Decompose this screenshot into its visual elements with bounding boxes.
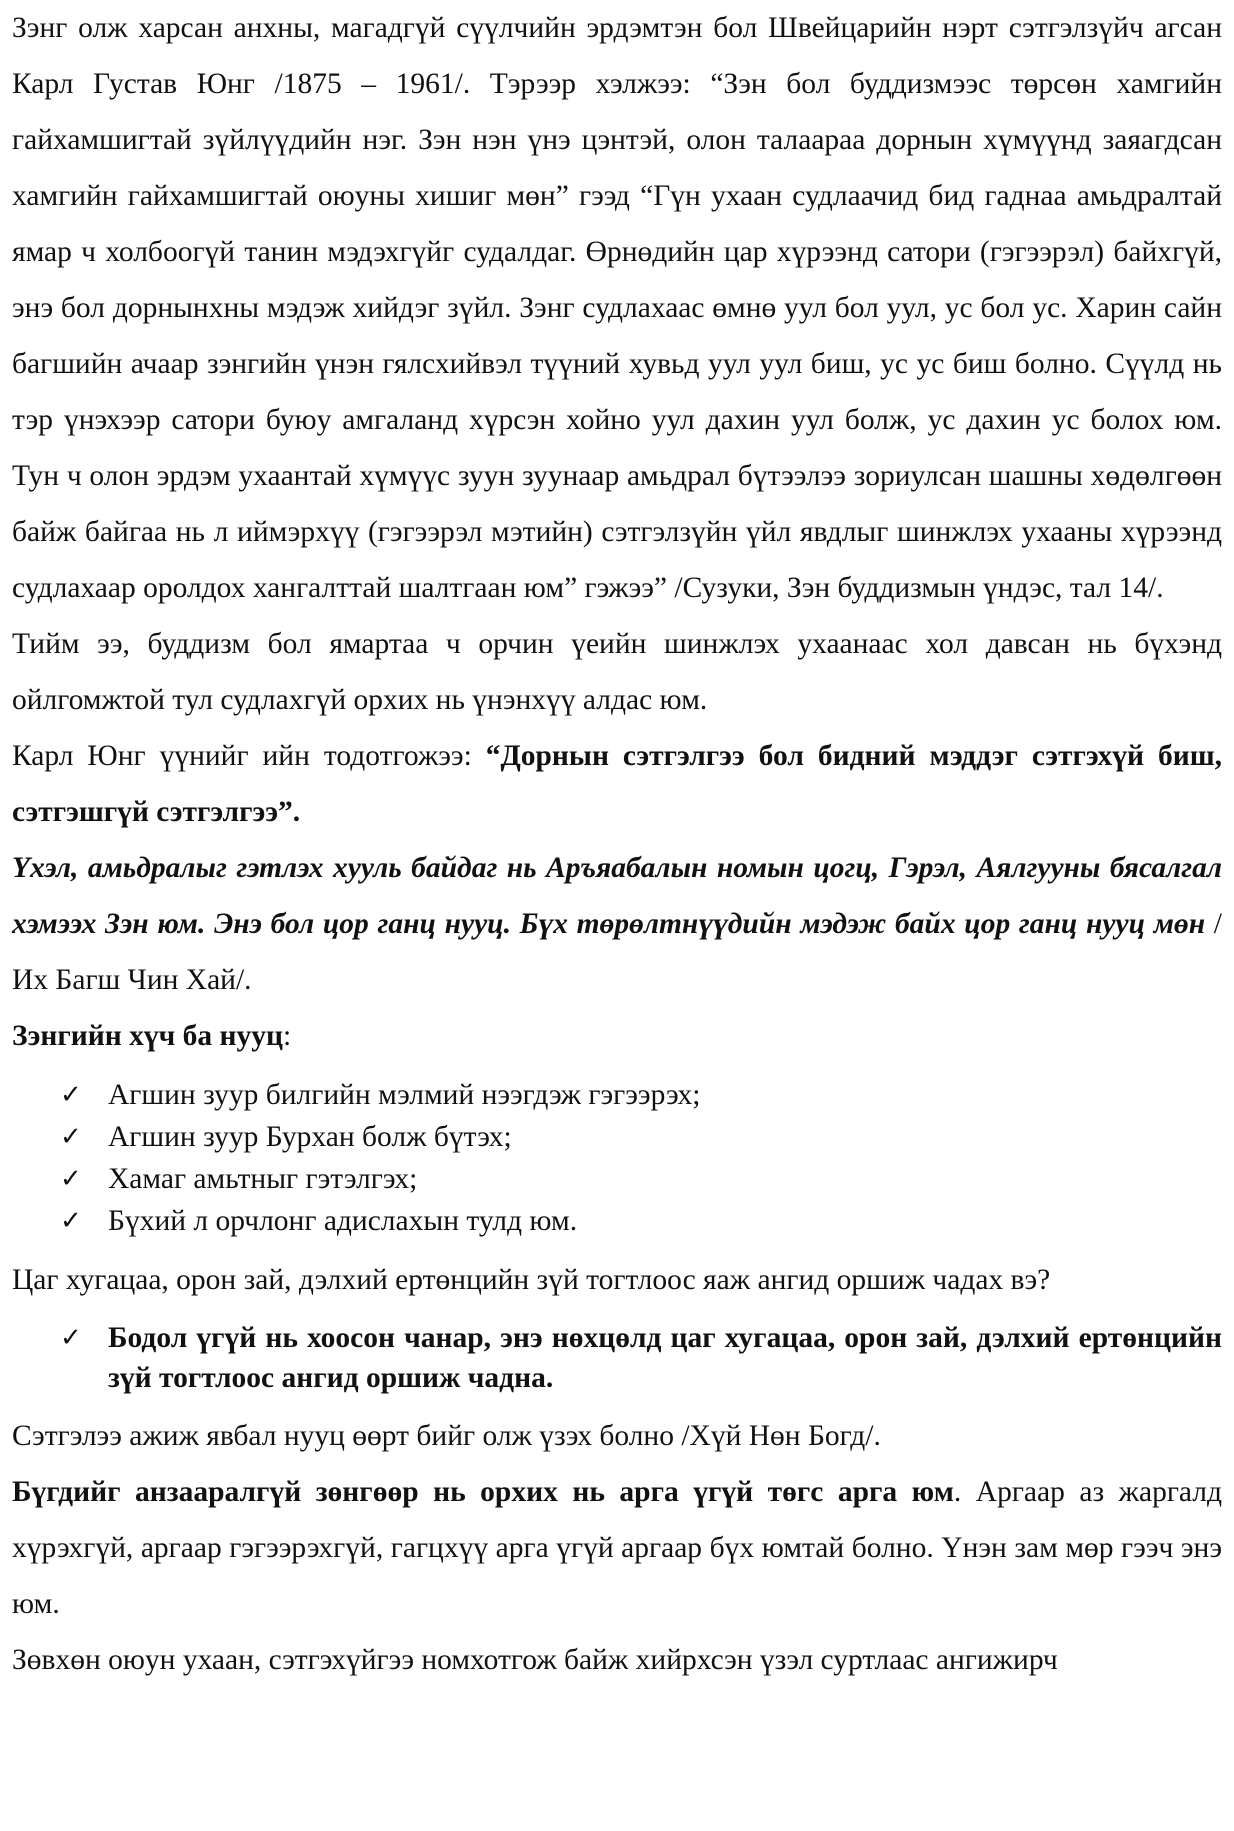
checkmark-icon: ✓: [60, 1164, 82, 1194]
checkmark-icon: ✓: [60, 1080, 82, 1110]
checkmark-icon: ✓: [60, 1323, 82, 1353]
list-item: [12, 1200, 1222, 1242]
paragraph-mind-taming: Зөвхөн оюун ухаан, сэтгэхүйгээ номхотгож байж хийрхсэн үзэл суртлаас ангижирч: [12, 1644, 1058, 1676]
paragraph-method-without-method: [12, 1464, 1222, 1632]
attribution-text: /Их Багш Чин Хай/.: [12, 908, 1222, 996]
paragraph-tail-text: . Аргаар аз жаргалд хүрэхгүй, аргаар гэгээрэхгүй, гагцхүү арга үгүй аргаар бүх юмтай болно. Үнэн зам мөр гээч энэ юм.: [12, 1476, 1222, 1620]
paragraph-buddhism-science: Тийм ээ, буддизм бол ямартаа ч орчин үеийн шинжлэх ухаанаас хол давсан нь бүхэнд ойлгомжтой тул судлахгүй орхих нь үнэнхүү алдас юм.: [12, 628, 1222, 716]
list-item-text: Агшин зуур Бурхан болж бүтэх;: [108, 1121, 512, 1153]
checkmark-icon: ✓: [60, 1122, 82, 1152]
list-item-text: Агшин зуур билгийн мэлмий нээгдэж гэгээрэх;: [108, 1079, 701, 1111]
paragraph-jung-quote: Зэнг олж харсан анхны, магадгүй сүүлчийн эрдэмтэн бол Швейцарийн нэрт сэтгэлзүйч агсан Карл Густав Юнг /1875 – 1961/. Тэрээр хэлжээ: “Зэн бол буддизмээс төрсөн хамгийн гайхамшигтай зүйлүүдийн нэг. Зэн нэн үнэ цэнтэй, олон талаараа дорнын хүмүүнд заяагдсан хамгийн гайхамшигтай оюуны хишиг мөн” гээд “Гүн ухаан судлаачид бид гаднаа амьдралтай ямар ч холбоогүй танин мэдэхгүйг судалдаг. Өрнөдийн цар хүрээнд сатори (гэгээрэл) байхгүй, энэ бол дорнынхны мэдэж хийдэг зүйл. Зэнг судлахаас өмнө уул бол уул, ус бол ус. Харин сайн багшийн ачаар зэнгийн үнэн гялсхийвэл түүний хувьд уул уул биш, ус ус биш болно. Сүүлд нь тэр үнэхээр сатори буюу амгаланд хүрсэн хойно уул дахин уул болж, ус дахин ус болох юм. Тун ч олон эрдэм ухаантай хүмүүс зуун зуунаар амьдрал бүтээлээ зориулсан шашны хөдөлгөөн байж байгаа нь л иймэрхүү (гэгээрэл мэтийн) сэтгэлзүйн үйл явдлыг шинжлэх ухааны хүрээнд судлахаар оролдох хангалттай шалтгаан юм” гэжээ” /Сузуки, Зэн буддизмын үндэс, тал 14/.: [12, 12, 1222, 604]
heading-colon: :: [282, 1020, 292, 1052]
paragraph-time-space-question: Цаг хугацаа, орон зай, дэлхий ертөнцийн зүй тогтлоос яаж ангид оршиж чадах вэ?: [12, 1264, 1051, 1296]
checklist-zen-power: [12, 1074, 1222, 1242]
bold-quote: “Дорнын сэтгэлгээ бол бидний мэддэг сэтгэхүй биш, сэтгэшгүй сэтгэлгээ”.: [12, 740, 1222, 828]
section-heading: Зэнгийн хүч ба нууц: [12, 1020, 283, 1052]
list-item: [12, 1074, 1222, 1116]
checkmark-icon: ✓: [60, 1206, 82, 1236]
paragraph-zen-power-heading: [12, 1008, 1222, 1064]
list-item-text: Бүхий л орчлонг адислахын тулд юм.: [108, 1205, 578, 1237]
paragraph-zen-secret: [12, 840, 1222, 1008]
paragraph-hui-neng-quote: Сэтгэлээ ажиж явбал нууц өөрт бийг олж үзэх болно /Хүй Нөн Богд/.: [12, 1420, 881, 1452]
paragraph-jung-eastern-thought: [12, 728, 1222, 840]
list-item: [12, 1116, 1222, 1158]
paragraph-lead-text: Карл Юнг үүнийг ийн тодотгожээ:: [12, 740, 486, 772]
list-item: [12, 1318, 1222, 1398]
list-item-text: Бодол үгүй нь хоосон чанар, энэ нөхцөлд цаг хугацаа, орон зай, дэлхий ертөнцийн зүй тогтлоос ангид оршиж чадна.: [108, 1322, 1222, 1394]
bold-italic-text: Үхэл, амьдралыг гэтлэх хууль байдаг нь Аръяабалын номын цогц, Гэрэл, Аялгууны бясалгал хэмээх Зэн юм. Энэ бол цор ганц нууц. Бүх төрөлтнүүдийн мэдэж байх цор ганц нууц мөн: [12, 852, 1222, 940]
checklist-emptiness: [12, 1318, 1222, 1398]
list-item: [12, 1158, 1222, 1200]
list-item-text: Хамаг амьтныг гэтэлгэх;: [108, 1163, 418, 1195]
bold-statement: Бүгдийг анзааралгүй зөнгөөр нь орхих нь арга үгүй төгс арга юм: [12, 1476, 954, 1508]
